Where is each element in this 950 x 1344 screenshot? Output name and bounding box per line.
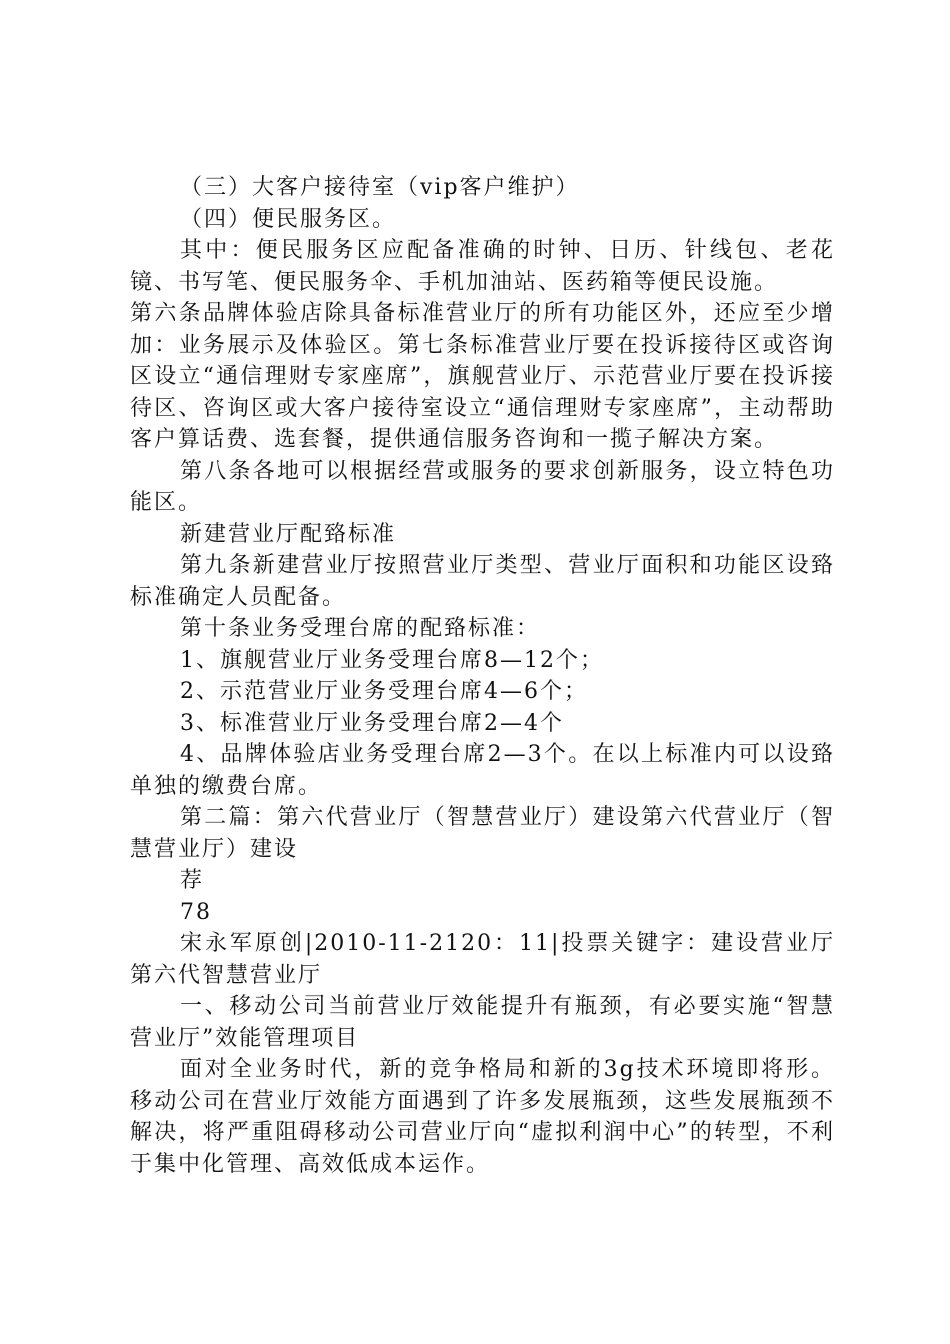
document-body [130, 172, 835, 1180]
paragraph-byline: 宋永军原创|2010-11-2120：11|投票关键字：建设营业厅第六代智慧营业厅 [130, 931, 835, 988]
paragraph-article-9: 第九条新建营业厅按照营业厅类型、营业厅面积和功能区设臵标准确定人员配备。 [130, 553, 835, 610]
paragraph-vip-room: （三）大客户接待室（vip客户维护） [180, 175, 580, 200]
paragraph-count: 78 [180, 899, 212, 925]
paragraph-service-area: （四）便民服务区。 [180, 206, 397, 232]
list-item-demo: 2、示范营业厅业务受理台席4—6个； [180, 679, 588, 704]
paragraph-recommend: 荐 [180, 868, 205, 893]
paragraph-article-8: 第八条各地可以根据经营或服务的要求创新服务，设立特色功能区。 [130, 458, 835, 515]
list-item-brand: 4、品牌体验店业务受理台席2—3个。在以上标准内可以设臵单独的缴费台席。 [130, 742, 835, 799]
paragraph-new-hall-heading: 新建营业厅配臵标准 [180, 521, 397, 547]
paragraph-section-one: 一、移动公司当前营业厅效能提升有瓶颈，有必要实施“智慧营业厅”效能管理项目 [130, 994, 835, 1051]
paragraph-article-10: 第十条业务受理台席的配臵标准： [180, 616, 541, 641]
paragraph-part-two-title: 第二篇：第六代营业厅（智慧营业厅）建设第六代营业厅（智慧营业厅）建设 [130, 805, 835, 862]
paragraph-service-facilities: 其中：便民服务区应配备准确的时钟、日历、针线包、老花镜、书写笔、便民服务伞、手机加油站、医药箱等便民设施。 [130, 238, 835, 295]
paragraph-full-service-era: 面对全业务时代，新的竞争格局和新的3g技术环境即将形。移动公司在营业厅效能方面遇到了许多发展瓶颈，这些发展瓶颈不解决，将严重阻碍移动公司营业厅向“虚拟利润中心”的转型，不利于集中化管理、高效低成本运作。 [130, 1057, 835, 1177]
list-item-flagship: 1、旗舰营业厅业务受理台席8—12个； [180, 647, 604, 673]
list-item-standard: 3、标准营业厅业务受理台席2—4个 [180, 710, 564, 736]
paragraph-article-6-7: 第六条品牌体验店除具备标准营业厅的所有功能区外，还应至少增加：业务展示及体验区。第七条标准营业厅要在投诉接待区或咨询区设立“通信理财专家座席”，旗舰营业厅、示范营业厅要在投诉接待区、咨询区或大客户接待室设立“通信理财专家座席”，主动帮助客户算话费、选套餐，提供通信服务咨询和一揽子解决方案。 [130, 301, 835, 452]
